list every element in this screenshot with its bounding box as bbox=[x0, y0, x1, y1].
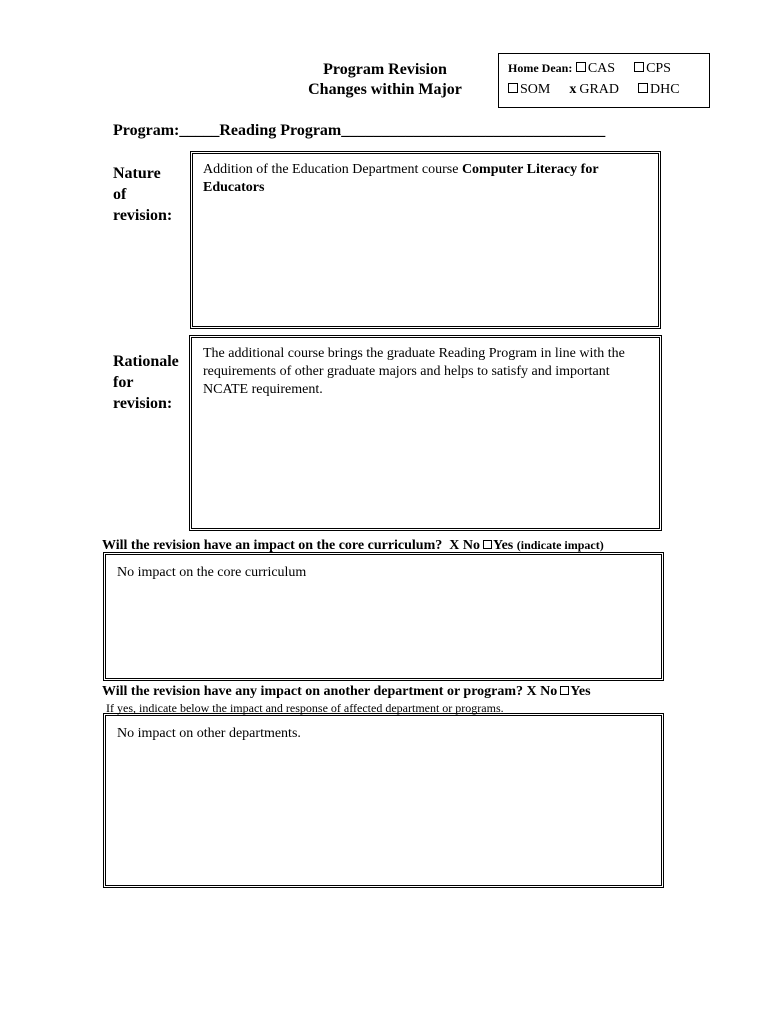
core-no-label: No bbox=[462, 538, 481, 553]
dept-question-text: Will the revision have any impact on another department or program? bbox=[102, 684, 524, 699]
dhc-label: DHC bbox=[650, 82, 680, 97]
core-answer-text: No impact on the core curriculum bbox=[117, 565, 307, 580]
nature-label-line-1: Nature bbox=[113, 165, 161, 182]
program-line bbox=[113, 122, 605, 140]
rationale-text: The additional course brings the graduate Reading Program in line with the requirements of other graduate majors and helps to satisfy and important NCATE requirement. bbox=[203, 346, 625, 397]
core-yes-checkbox[interactable] bbox=[483, 540, 492, 549]
core-no-checkbox-checked[interactable]: X bbox=[449, 538, 460, 553]
dept-no-checkbox-checked[interactable]: X bbox=[526, 684, 537, 699]
rationale-label bbox=[113, 351, 179, 414]
home-dean-row-1 bbox=[508, 61, 671, 77]
program-blank-before: _____ bbox=[179, 122, 220, 139]
nature-text bbox=[203, 161, 643, 197]
dept-yes-label: Yes bbox=[570, 684, 591, 699]
grad-checkbox-checked[interactable]: x bbox=[569, 82, 577, 97]
dept-no-label: No bbox=[540, 684, 558, 699]
rationale-label-line-1: Rationale bbox=[113, 353, 179, 370]
nature-text-plain: Addition of the Education Department course bbox=[203, 162, 462, 177]
rationale-label-line-2: for bbox=[113, 374, 134, 391]
core-yes-label: Yes bbox=[493, 538, 514, 553]
dept-yes-checkbox[interactable] bbox=[560, 686, 569, 695]
title-line-1: Program Revision bbox=[323, 61, 447, 78]
dept-answer-text: No impact on other departments. bbox=[117, 726, 301, 741]
cas-checkbox[interactable] bbox=[576, 62, 586, 72]
core-answer-box[interactable] bbox=[103, 552, 664, 681]
nature-label bbox=[113, 163, 172, 226]
core-question-text: Will the revision have an impact on the core curriculum? bbox=[102, 538, 443, 553]
som-checkbox[interactable] bbox=[508, 83, 518, 93]
cps-label: CPS bbox=[646, 61, 671, 76]
program-label: Program: bbox=[113, 122, 180, 139]
nature-label-line-3: revision: bbox=[113, 207, 173, 224]
home-dean-box bbox=[498, 53, 710, 108]
nature-course-name: Computer Literacy for Educators bbox=[203, 162, 599, 195]
dhc-checkbox[interactable] bbox=[638, 83, 648, 93]
cas-label: CAS bbox=[587, 61, 616, 76]
nature-box[interactable] bbox=[190, 151, 661, 329]
home-dean-row-2 bbox=[508, 82, 680, 98]
core-yes-note: (indicate impact) bbox=[516, 538, 604, 552]
som-label: SOM bbox=[520, 82, 551, 97]
home-dean-label: Home Dean: bbox=[508, 61, 573, 75]
title-line-2: Changes within Major bbox=[308, 81, 462, 98]
cps-checkbox[interactable] bbox=[634, 62, 644, 72]
grad-label: GRAD bbox=[579, 82, 620, 97]
dept-note: If yes, indicate below the impact and response of affected department or programs. bbox=[106, 701, 504, 715]
program-blank-after: _________________________________ bbox=[341, 122, 606, 139]
page-title bbox=[290, 60, 480, 100]
program-value[interactable]: Reading Program bbox=[219, 122, 342, 139]
rationale-box[interactable] bbox=[189, 335, 662, 531]
nature-label-line-2: of bbox=[113, 186, 127, 203]
dept-answer-box[interactable] bbox=[103, 713, 664, 888]
rationale-label-line-3: revision: bbox=[113, 395, 173, 412]
dept-question bbox=[102, 684, 591, 700]
